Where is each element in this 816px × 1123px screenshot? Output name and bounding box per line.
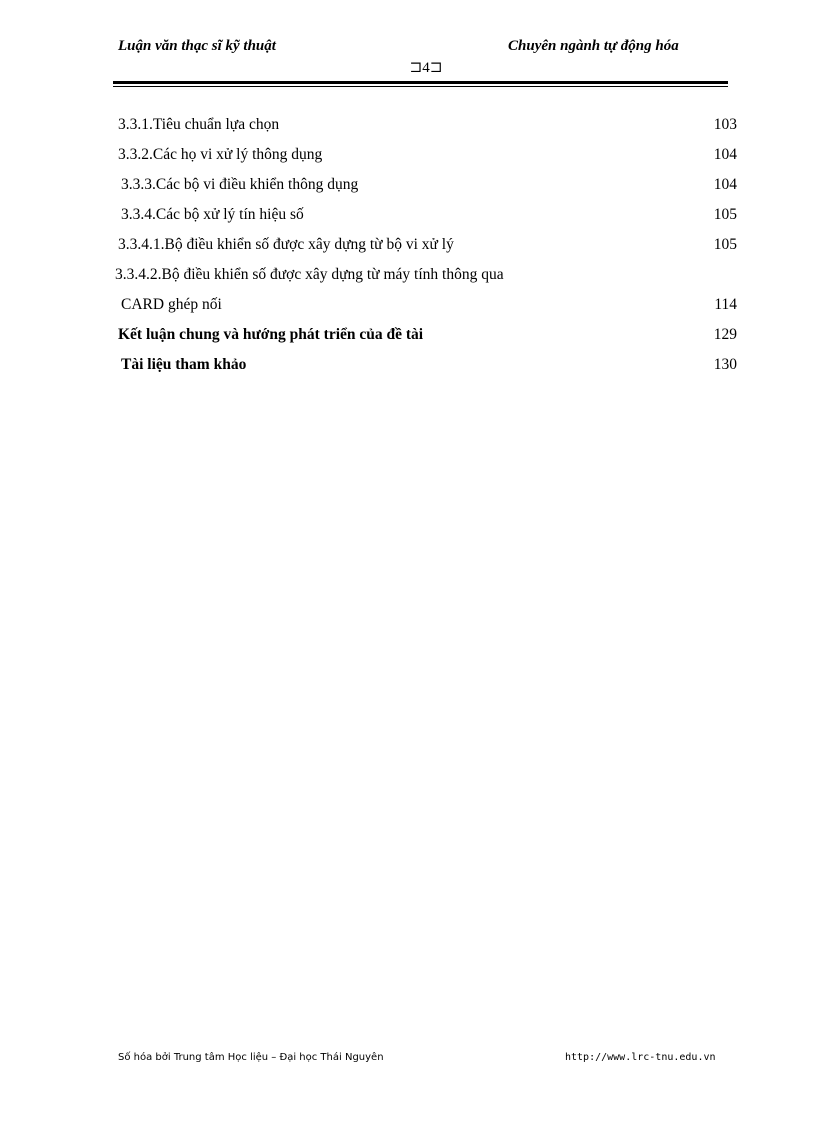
toc-entry-page: 104 bbox=[713, 176, 737, 193]
toc-entry-page: 129 bbox=[713, 326, 737, 343]
toc-entry bbox=[0, 174, 816, 196]
footer-left: Số hóa bởi Trung tâm Học liệu – Đại học Thái Nguyên bbox=[118, 1052, 384, 1063]
header-left-title: Luận văn thạc sĩ kỹ thuật bbox=[118, 38, 276, 54]
toc-entry-title: 3.3.4.2.Bộ điều khiển số được xây dựng từ máy tính thông qua bbox=[115, 266, 504, 283]
toc-entry-title: 3.3.3.Các bộ vi điều khiển thông dụng bbox=[121, 176, 359, 193]
toc-entry-page: 103 bbox=[713, 116, 737, 133]
toc-entry-page: 130 bbox=[713, 356, 737, 373]
toc-entry-title: 3.3.1.Tiêu chuẩn lựa chọn bbox=[118, 116, 280, 133]
footer-url: http://www.lrc-tnu.edu.vn bbox=[565, 1052, 716, 1063]
toc-entry-page: 104 bbox=[713, 146, 737, 163]
toc-entry-page: 105 bbox=[713, 236, 737, 253]
toc-entry bbox=[0, 114, 816, 136]
toc-entry bbox=[0, 144, 816, 166]
toc-entry bbox=[0, 294, 816, 316]
toc-entry-title: 3.3.2.Các họ vi xử lý thông dụng bbox=[118, 146, 323, 163]
toc-entry-title: 3.3.4.Các bộ xử lý tín hiệu số bbox=[121, 206, 304, 223]
toc-entry-page: 114 bbox=[714, 296, 737, 313]
page-number: ⊐4⊐ bbox=[409, 60, 443, 76]
toc-entry-title: CARD ghép nối bbox=[121, 296, 222, 313]
toc-entry bbox=[0, 234, 816, 256]
toc-entry bbox=[0, 324, 816, 346]
toc-entry bbox=[0, 354, 816, 376]
table-of-contents bbox=[0, 0, 816, 400]
toc-entry bbox=[0, 264, 816, 286]
toc-entry-page: 105 bbox=[713, 206, 737, 223]
toc-entry bbox=[0, 204, 816, 226]
toc-entry-title: 3.3.4.1.Bộ điều khiển số được xây dựng từ bộ vi xử lý bbox=[118, 236, 454, 253]
toc-entry-title: Tài liệu tham khảo bbox=[121, 356, 247, 373]
toc-entry-title: Kết luận chung và hướng phát triển của đề tài bbox=[118, 326, 424, 343]
header-right-title: Chuyên ngành tự động hóa bbox=[508, 38, 679, 54]
